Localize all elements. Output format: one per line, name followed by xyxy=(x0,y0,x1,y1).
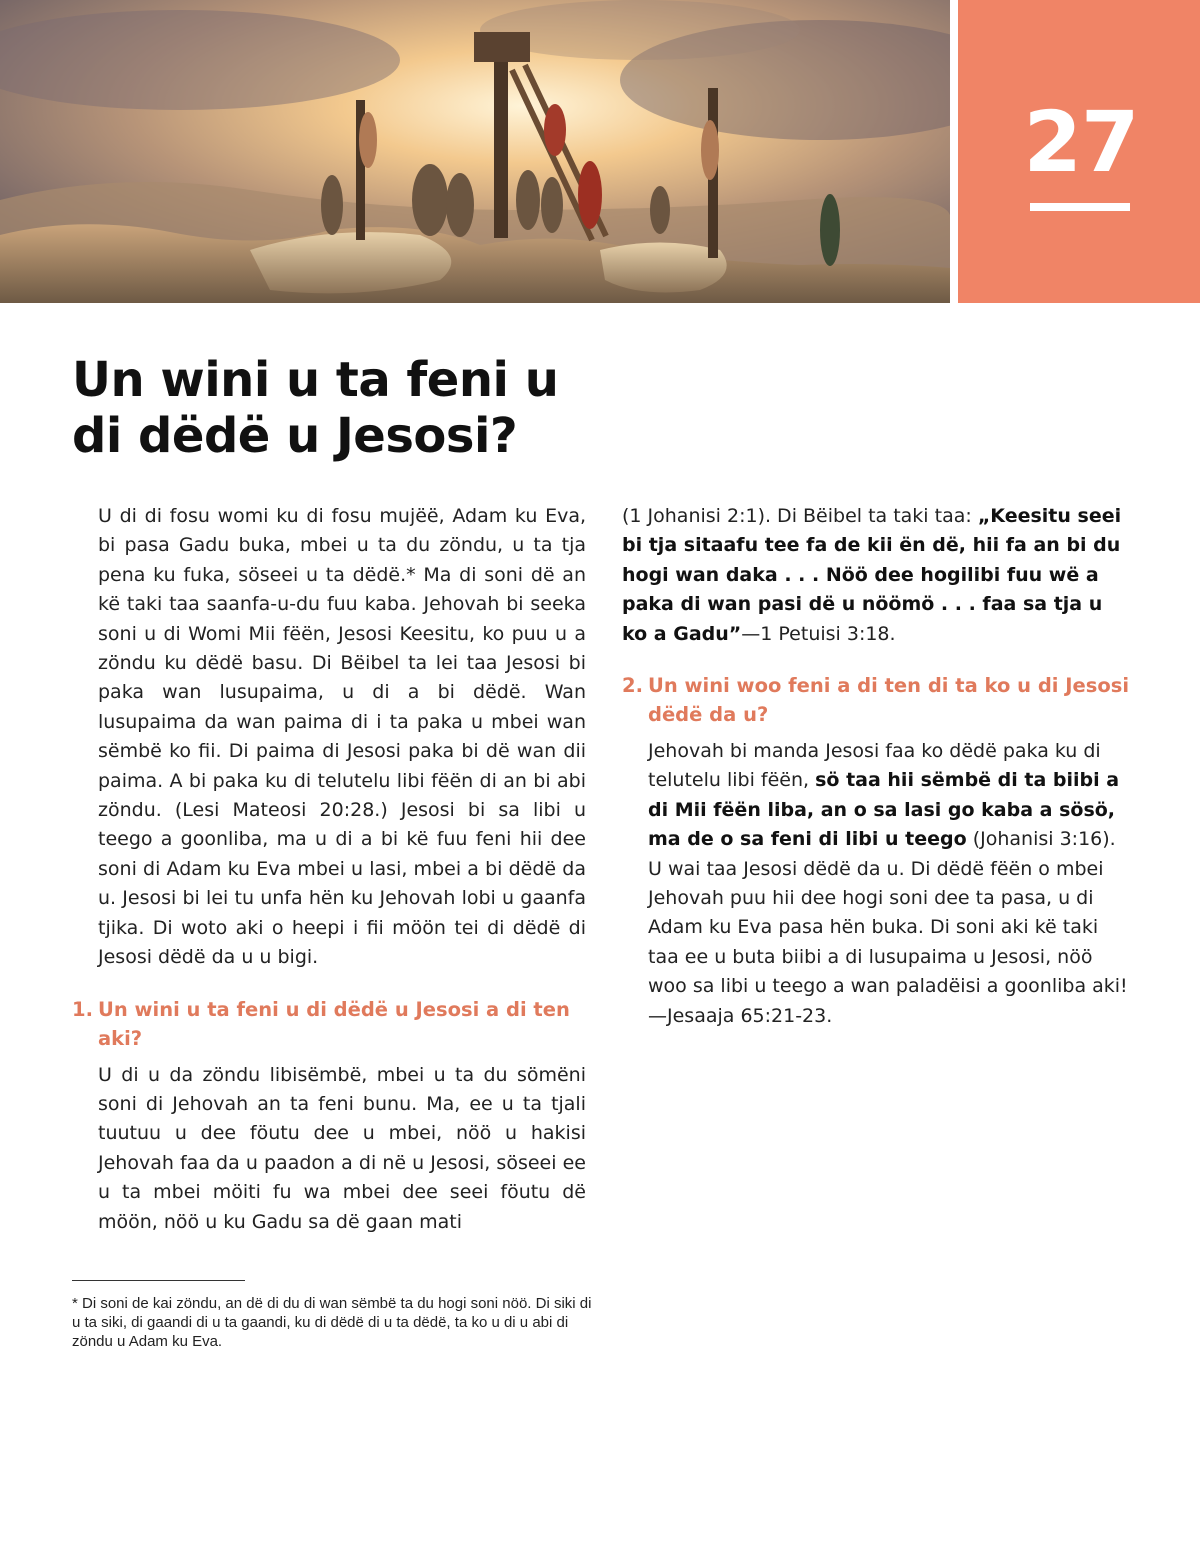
scripture-reference: —1 Petuisi 3:18. xyxy=(741,622,896,645)
right-column xyxy=(622,502,1134,1031)
lesson-number: 27 xyxy=(1023,93,1139,191)
question-2-text: Un wini woo feni a di ten di ta ko u di Jesosi dëdë da u? xyxy=(648,674,1130,727)
answer-2-plain-text-1: Jehovah bi manda Jesosi faa ko dëdë paka ku di telutelu libi fëën, xyxy=(648,740,1101,792)
question-1-text: Un wini u ta feni u di dëdë u Jesosi a di ten aki? xyxy=(98,997,570,1050)
question-2-answer xyxy=(622,737,1134,1031)
question-1-answer: U di u da zöndu libisëmbë, mbei u ta du sömëni soni di Jehovah an ta feni bunu. Ma, ee u ta tjali tuutuu u dee föutu dee u mbei, nöö u hakisi Jehovah faa da u paadon a di në u Jesosi, söseei ee u ta mbei möiti fu wa mbei dee seei föutu dë möön, nöö u ku Gadu sa dë gaan mati xyxy=(98,1063,586,1233)
footnote: * Di soni de kai zöndu, an dë di du di wan sëmbë ta du hogi soni nöö. Di siki di u ta siki, di gaandi di u ta gaandi, ku di dëdë di u ta dëdë, ta ko u di u abi di zöndu u Adam ku Eva. xyxy=(72,1295,592,1350)
intro-paragraph: U di di fosu womi ku di fosu mujëë, Adam ku Eva, bi pasa Gadu buka, mbei u ta du zöndu, u ta tja pena ku fuka, söseei u ta dëdë.* Ma di soni dë an kë taki taa saanfa-u-du fuu kaba. Jehovah bi seeka soni u di Womi Mii fëën, Jesosi Keesitu, ko puu u a zöndu ku dëdë basu. Di Bëibel ta lei taa Jesosi bi paka wan lusupaima, u di a bi dëdë. Wan lusupaima da wan paima di i ta paka u mbei wan sëmbë ko fii. Di paima di Jesosi paka bi dë wan dii paima. A bi paka ku di telutelu libi fëën di an bi abi zöndu. (Lesi Mateosi 20:28.) Jesosi bi sa libi u teego a goonliba, ma u di a bi kë fuu feni hii dee soni di Adam ku Eva mbei u lasi, mbei a bi dëdë da u. Jesosi bi lei tu unfa hën ku Jehovah lobi u gaanfa tjika. Di woto aki o heepi i fii möön tei di dëdë di Jesosi dëdë da u u bigi. xyxy=(98,505,586,969)
question-1-number: 1. xyxy=(72,997,93,1021)
lesson-number-underline xyxy=(1030,203,1130,211)
left-column xyxy=(72,502,586,1237)
hero-illustration xyxy=(0,0,950,303)
crucifixion-scene-image xyxy=(0,0,950,303)
question-2-number: 2. xyxy=(622,674,643,698)
answer-2-plain-text-2: (Johanisi 3:16). U wai taa Jesosi dëdë da u. Di dëdë fëën o mbei Jehovah puu hii dee hogi soni dee ta pasa, u di Adam ku Eva pasa hën buka. Di soni aki kë taki taa ee u buta biibi a di lusupaima u Jesosi, nöö woo sa libi u teego a wan paladëisi a goonliba aki!—Jesaaja 65:21-23. xyxy=(648,828,1128,1027)
answer-1-plain-text: (1 Johanisi 2:1). Di Bëibel ta taki taa: xyxy=(622,505,978,527)
lesson-number-box xyxy=(958,0,1200,303)
page-title-line-1: Un wini u ta feni u xyxy=(72,352,559,408)
question-1-answer-continued xyxy=(622,502,1134,649)
question-1-heading xyxy=(72,995,586,1053)
question-2-heading xyxy=(622,671,1134,729)
answer-2-bold-text: sö taa hii sëmbë di ta biibi a di Mii fëën liba, an o sa lasi go kaba a sösö, ma de o sa feni di libi u teego xyxy=(648,769,1120,851)
page-title xyxy=(72,352,592,464)
footnote-divider xyxy=(72,1280,245,1281)
page-title-line-2: di dëdë u Jesosi? xyxy=(72,408,518,464)
scripture-quote-bold: „Keesitu seei bi tja sitaafu tee fa de kii ën dë, hii fa an bi du hogi wan daka . . . Nöö dee hogilibi fuu wë a paka di wan pasi dë u nöömö . . . faa sa tja u ko a Gadu” xyxy=(622,505,1122,645)
